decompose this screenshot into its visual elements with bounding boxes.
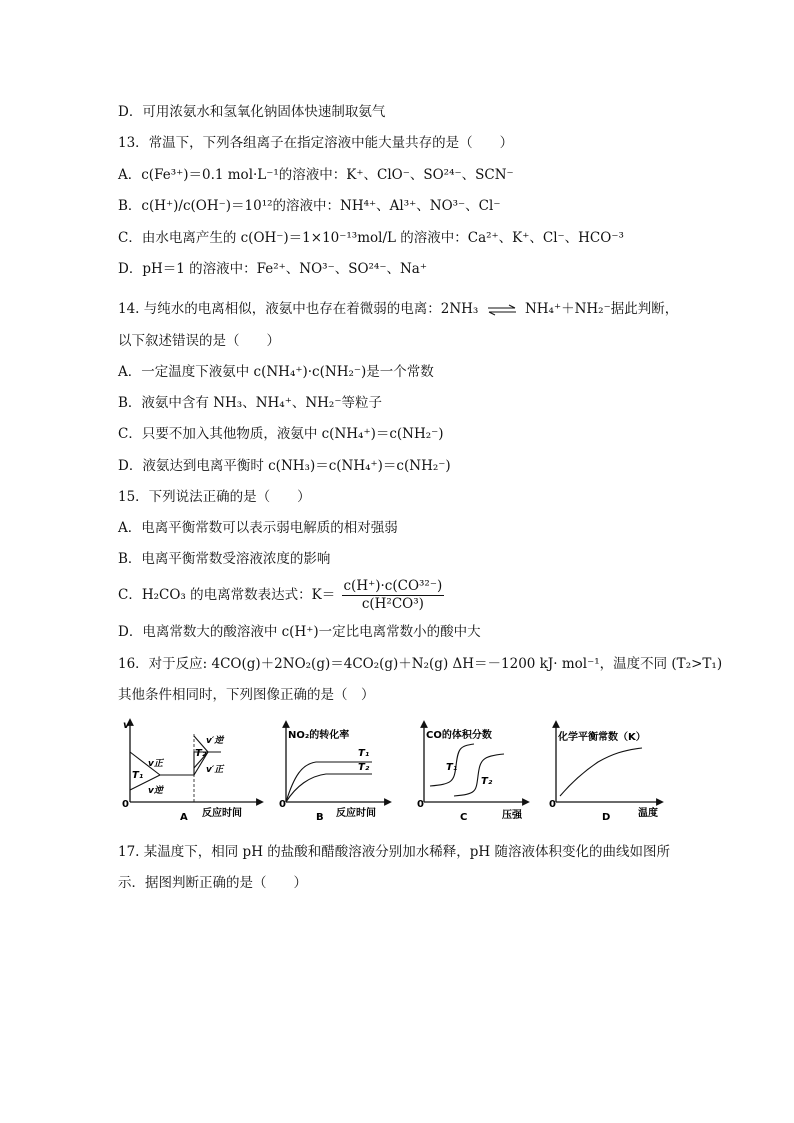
q14-stem-2: 以下叙述错误的是（ ） <box>118 333 280 349</box>
figure-c <box>414 716 534 824</box>
q16-stem: 16．对于反应: 4CO(g)＋2NO₂(g)＝4CO₂(g)＋N₂(g) ΔH＝－1200 kJ· mol⁻¹，温度不同 (T₂>T₁) <box>118 656 723 672</box>
q13-option-d: D．pH＝1 的溶液中：Fe²⁺、NO³⁻、SO²⁴⁻、Na⁺ <box>118 261 427 277</box>
fig-a-origin: 0 <box>122 799 129 810</box>
fig-c-letter: C <box>460 812 468 823</box>
q15-option-d: D．电离常数大的酸溶液中 c(H⁺)一定比电离常数小的酸中大 <box>118 624 481 640</box>
figure-b <box>276 716 396 824</box>
q14-stem <box>118 299 678 319</box>
q13-option-b: B．c(H⁺)/c(OH⁻)＝10¹²的溶液中：NH⁴⁺、Al³⁺、NO³⁻、Cl⁻ <box>118 198 501 214</box>
fig-d-origin: 0 <box>549 799 556 810</box>
fig-b-x-axis: 反应时间 <box>336 808 376 819</box>
ka-denominator: c(H²CO³) <box>361 596 424 612</box>
fig-b-letter: B <box>316 812 324 823</box>
q15-option-a: A．电离平衡常数可以表示弱电解质的相对强弱 <box>118 520 398 536</box>
q14-stem-pre: 14. 与纯水的电离相似，液氨中也存在着微弱的电离：2NH₃ <box>118 301 479 317</box>
fig-a-y-axis: v <box>123 720 130 731</box>
q15-option-b: B．电离平衡常数受溶液浓度的影响 <box>118 551 331 567</box>
fig-a-letter: A <box>180 812 188 823</box>
fig-b-origin: 0 <box>279 799 286 810</box>
q13-option-c: C．由水电离产生的 c(OH⁻)＝1×10⁻¹³mol/L 的溶液中：Ca²⁺、K⁺、Cl⁻、HCO⁻³ <box>118 230 624 246</box>
ka-fraction <box>342 578 445 613</box>
fig-a-t1: T₁ <box>132 770 144 781</box>
fig-c-x-axis: 压强 <box>502 810 522 821</box>
q17-stem: 17. 某温度下，相同 pH 的盐酸和醋酸溶液分别加水稀释，pH 随溶液体积变化的曲线如图所 <box>118 844 670 860</box>
ka-numerator: c(H⁺)·c(CO³²⁻) <box>343 578 443 594</box>
fig-c-origin: 0 <box>417 799 424 810</box>
fig-a-v-zheng: v正 <box>148 759 163 769</box>
q13-option-a: A．c(Fe³⁺)＝0.1 mol·L⁻¹的溶液中：K⁺、ClO⁻、SO²⁴⁻、SCN⁻ <box>118 167 514 183</box>
equilibrium-arrows-icon <box>487 304 517 316</box>
q17-stem-2: 示．据图判断正确的是（ ） <box>118 875 307 891</box>
fig-a-t2: T₂ <box>195 748 207 759</box>
fig-c-t2: T₂ <box>481 776 493 787</box>
q14-option-b: B．液氨中含有 NH₃、NH₄⁺、NH₂⁻等粒子 <box>118 395 382 411</box>
fig-c-title: CO的体积分数 <box>426 730 492 741</box>
q15-stem: 15．下列说法正确的是（ ） <box>118 489 311 505</box>
fig-a-v-ni: v逆 <box>148 786 163 796</box>
q14-option-c: C．只要不加入其他物质，液氨中 c(NH₄⁺)＝c(NH₂⁻) <box>118 426 444 442</box>
q16-stem-2: 其他条件相同时，下列图像正确的是（ ） <box>118 687 375 703</box>
figure-d <box>548 716 668 824</box>
q12-option-d: D．可用浓氨水和氢氧化钠固体快速制取氨气 <box>118 104 386 120</box>
fig-b-t2: T₂ <box>358 762 370 773</box>
fig-d-x-axis: 温度 <box>638 808 658 819</box>
figure-a <box>118 716 268 824</box>
q14-stem-post: NH₄⁺＋NH₂⁻据此判断， <box>524 301 679 317</box>
fig-a-v-zheng2: v′正 <box>206 765 224 775</box>
q15-option-c <box>118 578 444 613</box>
q15-option-c-pre: C．H₂CO₃ 的电离常数表达式：K＝ <box>118 587 336 603</box>
fig-c-t1: T₁ <box>446 762 458 773</box>
fig-a-v-ni2: v′逆 <box>206 736 224 746</box>
fig-a-x-axis: 反应时间 <box>202 808 242 819</box>
fig-d-letter: D <box>602 812 611 823</box>
q14-option-d: D．液氨达到电离平衡时 c(NH₃)＝c(NH₄⁺)＝c(NH₂⁻) <box>118 458 451 474</box>
q13-stem: 13．常温下，下列各组离子在指定溶液中能大量共存的是（ ） <box>118 135 514 151</box>
q14-option-a: A．一定温度下液氨中 c(NH₄⁺)·c(NH₂⁻)是一个常数 <box>118 364 434 380</box>
fig-d-title: 化学平衡常数（K） <box>558 732 646 743</box>
fig-b-t1: T₁ <box>358 748 370 759</box>
fig-b-title: NO₂的转化率 <box>288 730 350 741</box>
